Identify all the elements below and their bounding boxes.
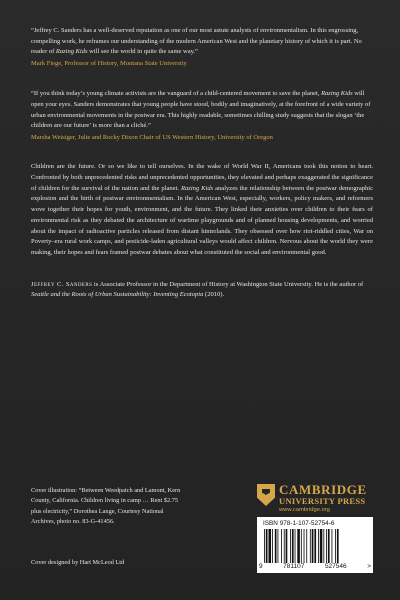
quote-text: will open your eyes. Sanders demonstrates that young people have stood, bodily and imaginatively, at the forefront of a wide variety of urban environmental movements in the postwar era. This highly readable, sometimes chilling study suggests that the slogan ‘the children are our future’ is more than a cliché.” [31,90,371,130]
previous-book-title: Seattle and the Roots of Urban Sustainability: Inventing Ecotopia [31,291,204,299]
barcode-bar [332,529,333,563]
barcode-bar [269,529,272,563]
barcode-bar [284,529,285,563]
barcode-bar [328,529,330,563]
book-title: Razing Kids [55,48,88,56]
barcode-bar [297,529,300,563]
publisher-block [257,483,373,573]
barcode-bar [281,529,282,563]
barcode-digits [259,563,371,570]
barcode-digit-group: > [367,563,371,570]
author-bio [31,280,373,301]
description-text: analyzes the relationship between the postwar demographic explosion and the birth of postwar environmentalism. In the American West, especially, workers, policy makers, and reformers wove together their hopes for youth, environment, and the future. They linked their anxieties over children to their fears of environmental risk as they debated the architecture of wartime playgrounds and of planned housing developments, and worried about the impact of radioactive particles released from distant hinterlands. They obsessed over how riot-riddled cities, War on Poverty–era rural work camps, and pesticide-laden agricultural valleys would affect children. Nervous about the world they were making, their hopes and fears framed postwar debates about what constituted the social and environmental good. [31,184,373,256]
barcode-bar [292,529,294,563]
barcode-bar [318,529,319,563]
barcode-bar [314,529,316,563]
endorsement-quote-1 [31,26,373,58]
cover-design-credit: Cover designed by Hart McLeod Ltd [31,559,125,566]
barcode-bar [264,529,265,563]
barcode-bar [301,529,302,563]
bio-text: (2010). [203,291,225,299]
book-title: Razing Kids [321,90,353,98]
author-name: Jeffrey C. Sanders [31,280,93,288]
barcode-bar [290,529,291,563]
barcode-bar [286,529,288,563]
book-description [31,162,373,258]
barcode-bar [323,529,324,563]
barcode-bar [306,529,307,563]
cambridge-shield-icon [257,484,275,506]
barcode-digit-group: 9 [259,563,263,570]
barcode-bar [272,529,273,563]
quote-text: “If you think today’s young climate activists are the vanguard of a child-centered movement to save the planet, [31,90,322,98]
barcode-bar [312,529,314,563]
endorsement-attribution-1: Mark Fiege, Professor of History, Montana State University [31,59,187,67]
bio-text: is Associate Professor in the Department of History at Washington State University. He is the author of [92,280,364,288]
barcode-box [257,517,373,573]
cambridge-logo [257,483,373,515]
back-cover-text [31,26,373,308]
endorsement-quote-2 [31,89,373,131]
barcode-bar [326,529,327,563]
barcode-digit-group: 781107 [283,563,305,570]
endorsement-attribution-2: Marsha Weisiger, Julie and Rocky Dixon Chair of US Western History, University of Oregon [31,133,273,141]
isbn-label: ISBN 978-1-107-52754-6 [263,520,335,527]
book-title: Razing Kids [181,184,214,192]
barcode-digit-group: 527546 [324,563,347,570]
quote-text: will see the world in quite the same way.” [87,48,198,56]
barcode-bar [295,529,296,563]
description-text: Children are the future. Or so we like to tell ourselves. In the wake of World War II, Americans took this notion to heart. Confronted by both unprecedented risks and unprecedented opportunities, they elevated and perhaps exaggerated the significance of children for the survival of the nation and the planet. [31,163,373,192]
barcode-bar [337,529,339,563]
quote-text: “Jeffrey C. Sanders has a well-deserved reputation as one of our most astute analysts of environmentalism. In this engrossing, compelling work, he reframes our understanding of the modern American West and the planetary history of which it is part. No reader of [31,27,362,56]
barcode-bar [278,529,279,563]
barcode-bar [275,529,277,563]
publisher-name: CAMBRIDGE [279,482,367,497]
cover-illustration-credit: Cover illustration: “Between Weedpatch and Lamont, Kern County, California. Children living in camp … Rent $2.75 plus electricity,” Dorothea Lange, Courtesy National Archives, photo no. 83-G-41456. [31,487,181,526]
barcode-bar [335,529,336,563]
barcode-bar [310,529,311,563]
publisher-url: www.cambridge.org [279,507,330,513]
barcode [263,529,367,563]
barcode-bar [304,529,305,563]
publisher-press: UNIVERSITY PRESS [279,496,366,506]
barcode-bar [266,529,268,563]
barcode-bar [320,529,323,563]
